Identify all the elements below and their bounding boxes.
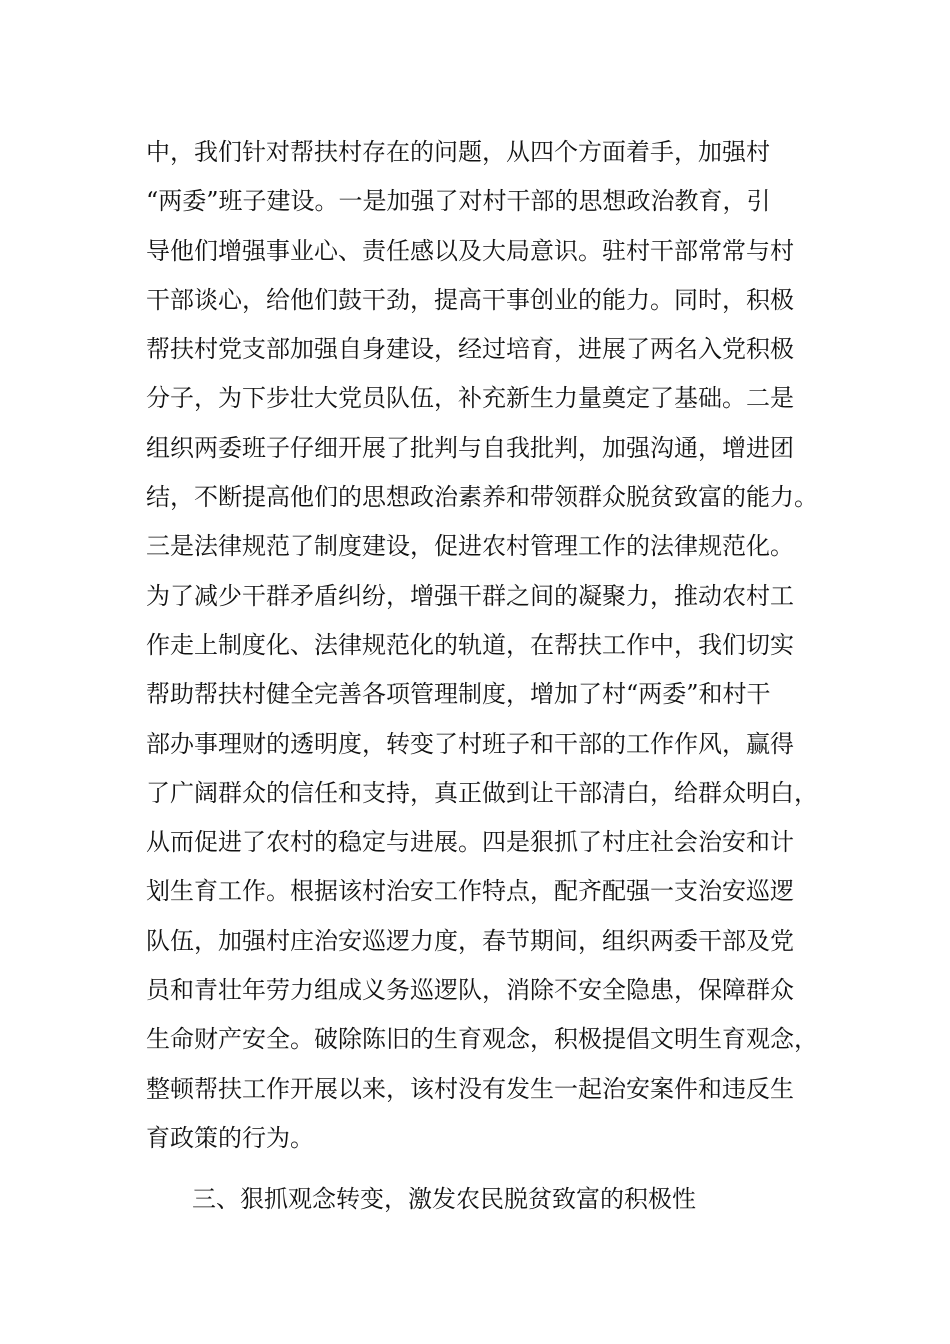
paragraph-line: 员和青壮年劳力组成义务巡逻队，消除不安全隐患，保障群众 (146, 976, 794, 1005)
paragraph-line: 中，我们针对帮扶村存在的问题，从四个方面着手，加强村 (146, 138, 770, 166)
paragraph-line: 导他们增强事业心、责任感以及大局意识。驻村干部常常与村 (146, 236, 794, 265)
paragraph-line: 了广阔群众的信任和支持，真正做到让干部清白，给群众明白， (146, 778, 818, 807)
paragraph-line: 队伍，加强村庄治安巡逻力度，春节期间，组织两委干部及党 (146, 926, 794, 955)
body-paragraph (146, 128, 836, 1163)
paragraph-line: 从而促进了农村的稳定与进展。四是狠抓了村庄社会治安和计 (146, 828, 794, 857)
paragraph-line: 作走上制度化、法律规范化的轨道，在帮扶工作中，我们切实 (146, 630, 794, 659)
paragraph-line: 分子，为下步壮大党员队伍，补充新生力量奠定了基础。二是 (146, 384, 794, 413)
paragraph-line: 帮助帮扶村健全完善各项管理制度，增加了村“两委”和村干 (146, 680, 771, 709)
paragraph-line: 整顿帮扶工作开展以来，该村没有发生一起治安案件和违反生 (146, 1074, 794, 1103)
paragraph-line: 育政策的行为。 (146, 1123, 314, 1152)
section-heading: 三、狠抓观念转变，激发农民脱贫致富的积极性 (192, 1185, 696, 1213)
paragraph-line: 帮扶村党支部加强自身建设，经过培育，进展了两名入党积极 (146, 335, 794, 364)
paragraph-line: 组织两委班子仔细开展了批判与自我批判，加强沟通，增进团 (146, 433, 794, 462)
paragraph-line: 为了减少干群矛盾纠纷，增强干群之间的凝聚力，推动农村工 (146, 581, 794, 610)
paragraph-line: 部办事理财的透明度，转变了村班子和干部的工作作风，赢得 (146, 729, 794, 758)
paragraph-line: 干部谈心，给他们鼓干劲，提高干事创业的能力。同时，积极 (146, 285, 794, 314)
paragraph-line: “两委”班子建设。一是加强了对村干部的思想政治教育，引 (146, 187, 771, 216)
paragraph-line: 生命财产安全。破除陈旧的生育观念，积极提倡文明生育观念， (146, 1025, 818, 1054)
paragraph-line: 三是法律规范了制度建设，促进农村管理工作的法律规范化。 (146, 532, 794, 561)
paragraph-line: 划生育工作。根据该村治安工作特点，配齐配强一支治安巡逻 (146, 877, 794, 906)
paragraph-line: 结，不断提高他们的思想政治素养和带领群众脱贫致富的能力。 (146, 483, 818, 512)
